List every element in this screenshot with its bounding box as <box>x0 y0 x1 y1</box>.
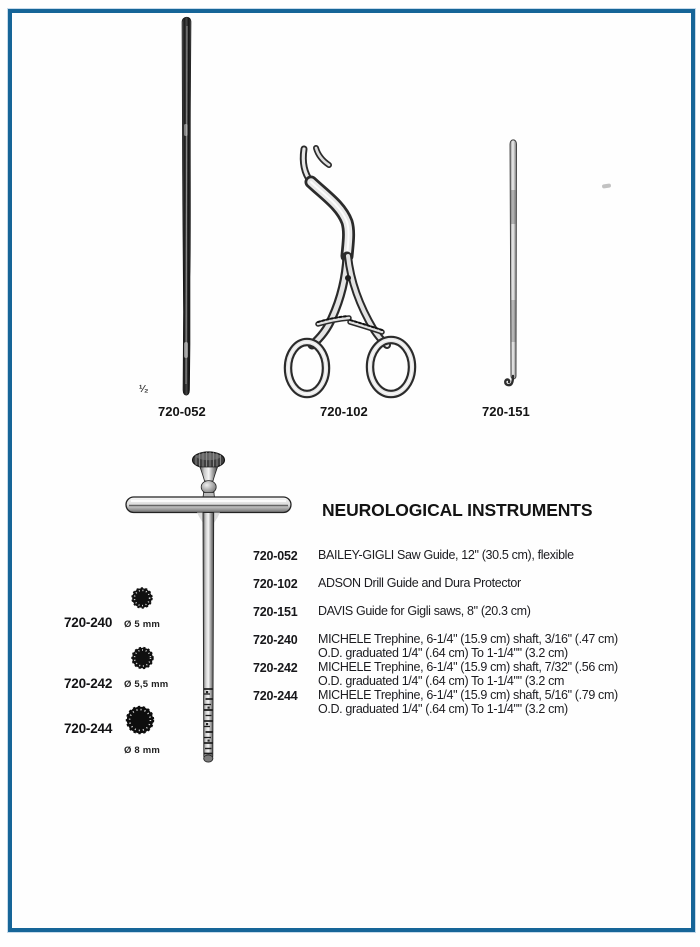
tip-diameter-5-5mm: Ø 5,5 mm <box>124 679 169 690</box>
adson-drill-guide-illustration <box>268 128 438 413</box>
catalog-item-code: 720-052 <box>253 549 298 563</box>
tip-diameter-8mm: Ø 8 mm <box>124 745 161 756</box>
rod-hook-tip <box>505 376 513 385</box>
tip-label-720-242: 720-242 <box>64 676 113 691</box>
trephine-tip <box>204 755 213 762</box>
catalog-item-description: MICHELE Trephine, 6-1/4" (15.9 cm) shaft, 3/16" (.47 cm) O.D. graduated 1/4" (.64 cm) To 1-1/4"" (3.2 cm) <box>318 632 618 660</box>
davis-guide-illustration <box>500 132 528 394</box>
tip-diameter-5mm: Ø 5 mm <box>124 619 161 630</box>
trephine-knurled-knob <box>193 450 225 502</box>
figure-label-720-151: 720-151 <box>482 404 530 419</box>
bailey-gigli-saw-guide-illustration <box>170 12 206 404</box>
catalog-item-code: 720-242 <box>253 661 298 675</box>
scale-note: ¹⁄₂ <box>139 384 149 395</box>
catalog-item-code: 720-240 <box>253 633 298 647</box>
figure-label-720-102: 720-102 <box>320 404 368 419</box>
trephine-tip-circle-5mm <box>127 583 157 613</box>
forceps-hinge <box>345 275 351 281</box>
catalog-item-code: 720-151 <box>253 605 298 619</box>
trephine-shaft <box>197 513 220 763</box>
page-title: NEUROLOGICAL INSTRUMENTS <box>322 500 593 520</box>
trephine-tip-circle-8mm <box>122 702 159 739</box>
tip-label-720-244: 720-244 <box>64 721 113 736</box>
catalog-item-description: BAILEY-GIGLI Saw Guide, 12" (30.5 cm), flexible <box>318 548 574 562</box>
tip-label-720-240: 720-240 <box>64 615 113 630</box>
figure-label-720-052: 720-052 <box>158 404 206 419</box>
catalog-item-description: MICHELE Trephine, 6-1/4" (15.9 cm) shaft, 7/32" (.56 cm) O.D. graduated 1/4" (.64 cm) To 1-1/4"" (3.2 cm <box>318 660 618 688</box>
catalog-item-description: MICHELE Trephine, 6-1/4" (15.9 cm) shaft, 5/16" (.79 cm) O.D. graduated 1/4" (.64 cm) To 1-1/4"" (3.2 cm) <box>318 688 618 716</box>
catalog-item-code: 720-244 <box>253 689 298 703</box>
catalog-item-code: 720-102 <box>253 577 298 591</box>
trephine-handle-bar <box>126 497 291 513</box>
catalog-item-description: DAVIS Guide for Gigli saws, 8" (20.3 cm) <box>318 604 531 618</box>
trephine-tip-circle-5-5mm <box>126 642 159 675</box>
catalog-item-description: ADSON Drill Guide and Dura Protector <box>318 576 521 590</box>
